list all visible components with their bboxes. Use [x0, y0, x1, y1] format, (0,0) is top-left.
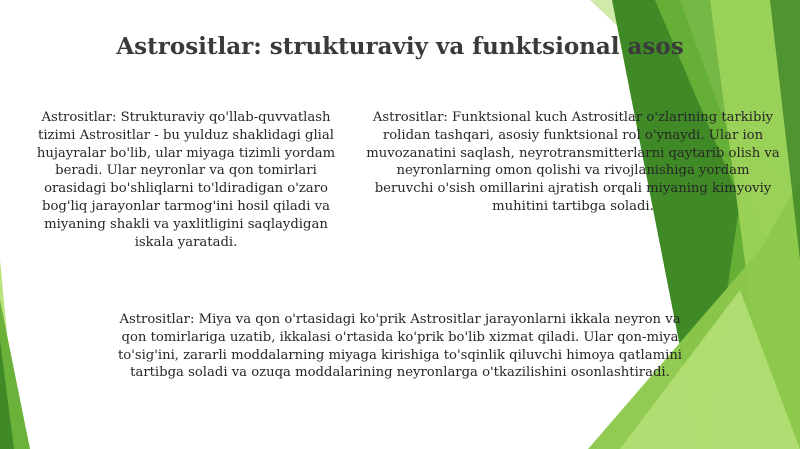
slide-title: Astrositlar: strukturaviy va funktsional asos	[116, 33, 684, 60]
structural-support-text: Astrositlar: Strukturaviy qo'llab-quvvatlash tizimi Astrositlar - bu yulduz shaklidagi glial hujayralar bo'lib, ular miyaga tizimli yordam beradi. Ular neyronlar va qon tomirlari orasidagi bo'shliqlarni to'ldiradigan o'zaro bog'liq jarayonlar tarmog'ini hosil qiladi va miyaning shakli va yaxlitligini saqlaydigan iskala yaratadi.	[36, 110, 336, 250]
brain-blood-bridge-text: Astrositlar: Miya va qon o'rtasidagi ko'prik Astrositlar jarayonlarni ikkala neyron va qon tomirlariga uzatib, ikkalasi o'rtasida ko'prik bo'lib xizmat qiladi. Ular qon-miya to'sig'ini, zararli moddalarning miyaga kirishiga to'sqinlik qiluvchi himoya qatlamini tartibga soladi va ozuqa moddalarining neyronlarga o'tkazilishini osonlashtiradi.	[117, 312, 683, 381]
functional-power-text: Astrositlar: Funktsional kuch Astrositlar o'zlarining tarkibiy rolidan tashqari, asosiy funktsional rol o'ynaydi. Ular ion muvozanatini saqlash, neyrotransmitterlarni qaytarib olish va neyronlarning omon qolishi va rivojlanishiga yordam beruvchi o'sish omillarini ajratish orqali miyaning kimyoviy muhitini tartibga soladi.	[366, 110, 780, 214]
